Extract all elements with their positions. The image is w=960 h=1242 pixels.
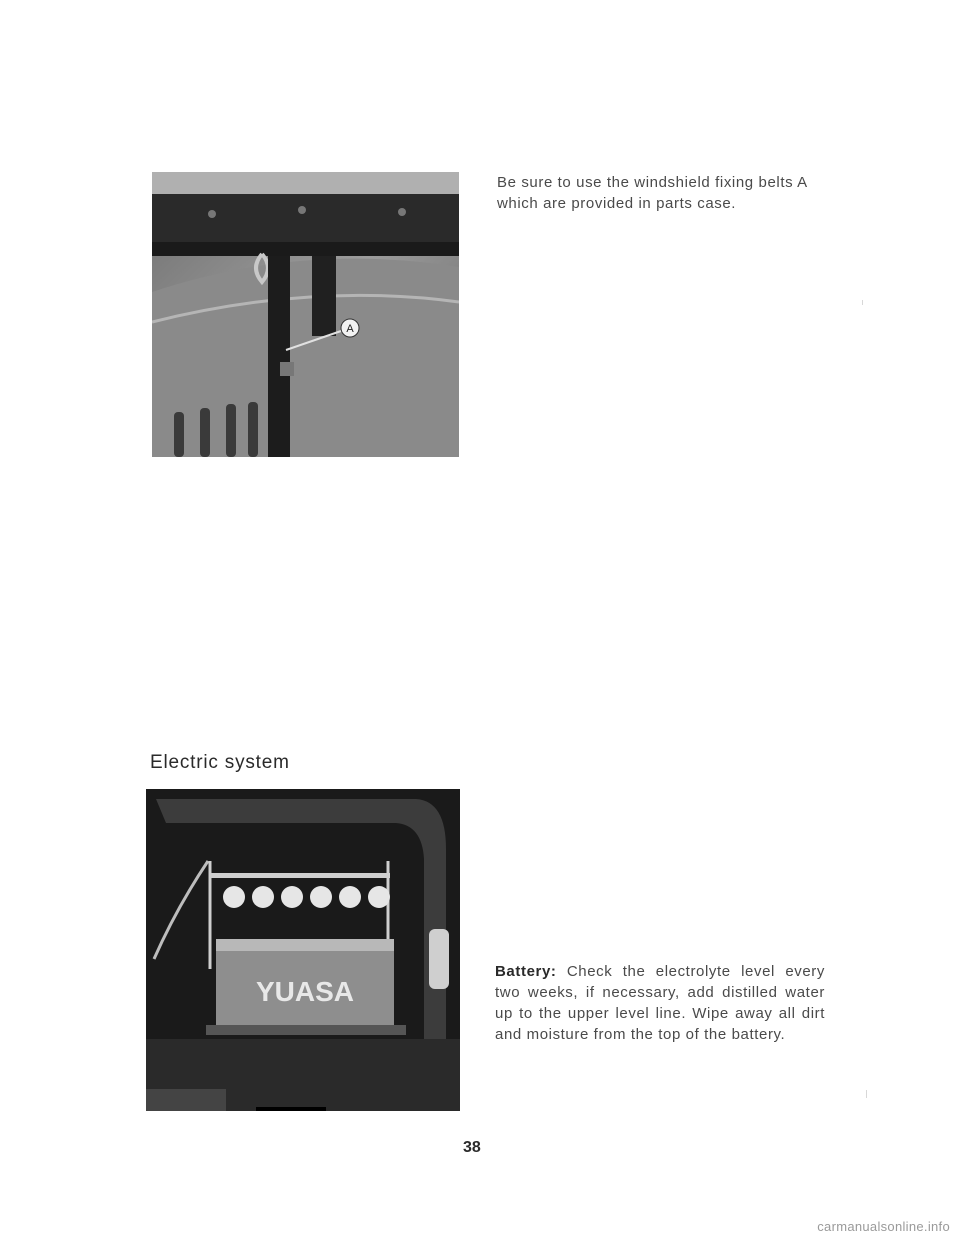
watermark: carmanualsonline.info [817, 1219, 950, 1234]
battery-illustration [146, 789, 460, 1111]
scan-speck [862, 300, 863, 305]
callout-label-a: A [346, 323, 354, 335]
page-number: 38 [463, 1139, 481, 1156]
windshield-belts-photo [152, 172, 459, 457]
scan-speck [866, 1090, 867, 1098]
battery-caption [495, 961, 825, 1045]
battery-brand-label: YUASA [255, 976, 355, 1007]
battery-caption-text: Check the electrolyte level every two weeks, if necessary, add distilled water up to the upper level line. Wipe away all dirt and moisture from the top of the battery. [495, 963, 825, 1043]
windshield-belts-caption: Be sure to use the windshield fixing belts A which are provided in parts case. [497, 174, 807, 212]
section-heading: Electric system [150, 752, 290, 773]
windshield-belts-illustration [152, 172, 459, 457]
battery-photo [146, 789, 460, 1111]
battery-caption-lead: Battery: [495, 963, 557, 980]
